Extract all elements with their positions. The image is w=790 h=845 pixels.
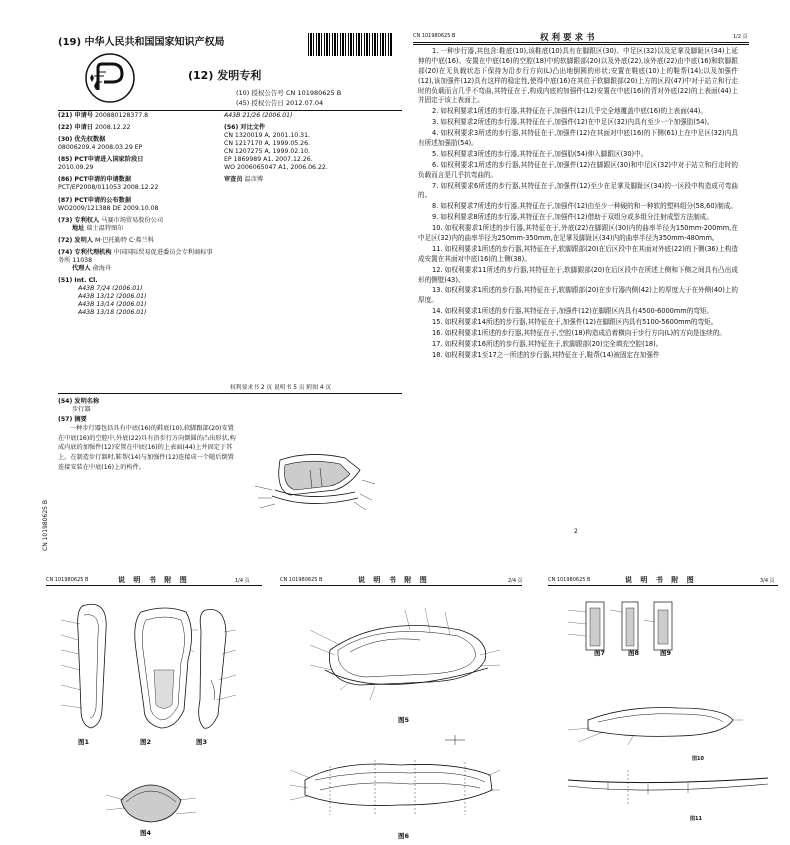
claim: 10. 如权利要求1所述的步行器,其特征在于,外底(22)在脚跟区(30)内的曲率半径为150mm-200mm,在中足区(32)内的曲率半径为250mm-350mm,在足掌及脚趾区(34)内的曲率半径为350mm-480mm。 <box>418 224 738 243</box>
field-value: 2008.12.22 <box>94 124 131 132</box>
refs-label: (56) 对比文件 <box>224 124 266 132</box>
claim: 12. 如权利要求11所述的步行器,其特征在于,软脚跟部(20)在后区段中在所述上侧和下侧之间具有凸出成形的侧壁(43)。 <box>418 265 738 284</box>
int-cl-item: A43B 13/14 (2006.01) <box>78 301 147 309</box>
drawing3-doc-number: CN 101980625 B <box>548 577 591 583</box>
divider <box>413 44 749 45</box>
claim: 8. 如权利要求7所述的步行器,其特征在于,加强件(12)由至少一种硬的和一种软的塑料组分(58,60)制成。 <box>432 202 737 211</box>
int-cl-label: (51) Int. Cl. <box>58 277 98 284</box>
field-label: 代理人 <box>72 264 91 272</box>
field-value: 俞海舟 <box>92 264 112 272</box>
claim: 14. 如权利要求1所述的步行器,其特征在于,加强件(12)在脚跟区内具有4500-6000mm的弯矩。 <box>432 307 714 316</box>
claim: 2. 如权利要求1所述的步行器,其特征在于,加强件(12)几乎完全地覆盖中底(16)的上表面(44)。 <box>432 107 707 116</box>
fig-label: 图3 <box>196 738 208 746</box>
ref-item: WO 2006065047 A1, 2006.06.22. <box>224 164 328 172</box>
claim: 16. 如权利要求1所述的步行器,其特征在于,空腔(18)构造成沿着横向于步行方向(L)的方向是连续的。 <box>432 329 726 338</box>
int-cl-item: A43B 13/12 (2006.01) <box>78 293 147 301</box>
drawing1-page: 1/4 页 <box>235 578 250 584</box>
sipo-logo-icon <box>84 52 136 104</box>
front-figure <box>250 450 380 520</box>
abstract-text: 一种步行器包括具有中底(16)的鞋底(10),软脚跟部(20)安置在中底(16)的空腔中,外底(22)具有沿步行方向倒圆的凸出形状,构成内底的加强件(12)安置在中底(16)的上表面(44)上并固定于其上。在制造步行器时,鞋帮(14)与加强件(12)连接成一个随后倒置连接安装在中底(16)上的构件。 <box>58 425 236 471</box>
field-label: (74) 专利代理机构 <box>58 248 112 256</box>
drawing1-title: 说 明 书 附 图 <box>118 576 190 584</box>
field-value: 瑞士温特图尔 <box>86 224 124 232</box>
divider <box>58 393 402 394</box>
fig-label: 图8 <box>628 649 640 657</box>
divider <box>58 110 402 111</box>
drawing3-title: 说 明 书 附 图 <box>625 576 697 584</box>
ref-item: CN 1217170 A, 1999.05.26. <box>224 140 310 148</box>
field-label: (73) 专利权人 <box>58 216 100 224</box>
drawing2-page: 2/4 页 <box>508 578 523 584</box>
field-value: 马赛市场贸易股份公司 <box>101 216 164 224</box>
int-cl-item: A43B 7/24 (2006.01) <box>78 285 143 293</box>
fig-label: 图9 <box>660 649 672 657</box>
divider <box>280 585 522 586</box>
claims-title: 权利要求书 <box>540 33 598 43</box>
field-value: WO2009/121388 DE 2009.10.08 <box>58 204 159 212</box>
publication-info <box>236 88 341 109</box>
doc-type: (12) 发明专利 <box>188 69 262 82</box>
field-label: (72) 发明人 <box>58 236 93 244</box>
field-label: (22) 申请日 <box>58 124 93 132</box>
fig-label: 图11 <box>690 816 702 822</box>
divider <box>548 585 778 586</box>
field-value: M·巴托勒特 C·弗兰科 <box>94 236 154 244</box>
drawing-sheet-3 <box>548 590 778 840</box>
field-label: (85) PCT申请进入国家阶段日 <box>58 156 144 164</box>
pub-number: (10) 授权公告号 CN 101980625 B <box>236 89 342 97</box>
field-label: 地址 <box>72 224 85 232</box>
classification: A43B 21/26 (2006.01) <box>224 112 293 119</box>
claim: 1. 一种步行器,其包含:鞋底(10),该鞋底(10)具有在脚跟区(30)、中足区(32)以及足掌及脚趾区(34)上延伸的中底(16)、安置在中底(16)的空腔(18)中的软脚跟部(20)以及外底(22),该外底(22)由中底(16)和软脚跟部(20)在无负载状态下保持为沿步行方向(L)凸出地倒圆的形状;安置在鞋底(10)上的鞋帮(14);以及加强件(12),该加强件(12)具有这样的稳定性,使得中底(16)在其位于软脚跟部(20)上方的区段(47)中对于站立和行走时的负载而言几乎不弯曲,其特征在于,构成内底的加强件(12)安置在中底(16)的背对外底(22)的上表面(44)上并固定于该上表面上。 <box>418 47 738 105</box>
title-label: (54) 发明名称 <box>58 398 100 405</box>
barcode <box>308 33 392 56</box>
ref-item: EP 1869989 A1, 2007.12.26. <box>224 156 313 164</box>
field-label: (86) PCT申请的申请数据 <box>58 176 132 184</box>
claim: 17. 如权利要求16所述的步行器,其特征在于,软脚跟部(20)完全填充空腔(18)。 <box>432 339 663 348</box>
claim: 15. 如权利要求14所述的步行器,其特征在于,加强件(12)在脚跟区内具有5100-5600mm的弯矩。 <box>432 318 718 327</box>
pages-note: 权利要求书 2 页 说明书 5 页 附图 4 页 <box>230 385 332 391</box>
claim: 7. 如权利要求6所述的步行器,其特征在于,加强件(12)至少在足掌及脚趾区(34)的一区段中构造成可弯曲的。 <box>418 181 738 200</box>
ref-item: CN 1207275 A, 1999.02.10. <box>224 148 310 156</box>
examiner-name: 温彦博 <box>244 176 264 184</box>
fig-label: 图4 <box>140 829 152 837</box>
fig-label: 图6 <box>398 832 410 840</box>
divider <box>46 585 262 586</box>
claim: 3. 如权利要求2所述的步行器,其特征在于,加强件(12)在中足区(32)内具有至少一个加强肋(54)。 <box>432 118 714 127</box>
int-cl-item: A43B 13/18 (2006.01) <box>78 309 147 317</box>
divider <box>413 42 749 43</box>
pub-date: (45) 授权公告日 2012.07.04 <box>236 99 324 108</box>
field-value: 2010.09.29 <box>58 164 94 172</box>
drawing3-page: 3/4 页 <box>760 578 775 584</box>
office-header: (19) 中华人民共和国国家知识产权局 <box>58 37 225 48</box>
claim: 5. 如权利要求3所述的步行器,其特征在于,加强肋(54)伸入脚跟区(30)中。 <box>432 149 648 158</box>
field-label: (87) PCT申请的公布数据 <box>58 196 132 204</box>
field-label: (21) 申请号 <box>58 112 93 119</box>
fig-label: 图2 <box>140 738 152 746</box>
invention-title: 步行器 <box>72 406 91 414</box>
field-label: (30) 优先权数据 <box>58 136 106 144</box>
claim: 18. 如权利要求1至17之一所述的步行器,其特征在于,鞋帮(14)被固定在加强件 <box>432 350 660 359</box>
examiner-label: 审查员 <box>224 176 243 184</box>
claim: 9. 如权利要求8所述的步行器,其特征在于,加强件(12)借助于双组分或多组分注射成型方法制成。 <box>432 213 713 222</box>
field-value: PCT/EP2008/011053 2008.12.22 <box>58 184 159 192</box>
claim: 13. 如权利要求1所述的步行器,其特征在于,软脚跟部(20)在步行器内侧(42)上的厚度大于在外侧(40)上的厚度。 <box>418 286 738 305</box>
fig-label: 图7 <box>594 649 606 657</box>
claim: 11. 如权利要求1所述的步行器,其特征在于,软脚跟部(20)在后区段中在其面对外底(22)的下侧(36)上构造成安置在其面对中底(16)的上侧(38)。 <box>418 244 738 263</box>
drawing1-doc-number: CN 101980625 B <box>46 577 89 583</box>
claims-list <box>418 47 738 362</box>
field-value: 200880128377.8 <box>94 112 149 119</box>
claims-page-number: 2 <box>574 528 578 535</box>
field-value: 08006209.4 2008.03.29 EP <box>58 144 143 152</box>
field-value: 中国国际贸易促进委员会专利商标事务所 11038 <box>58 248 213 264</box>
drawing-sheet-1 <box>46 590 262 840</box>
fig-label: 图5 <box>398 716 410 724</box>
claims-page-indicator: 1/2 页 <box>733 34 748 40</box>
drawing2-title: 说 明 书 附 图 <box>358 576 430 584</box>
claim: 6. 如权利要求1所述的步行器,其特征在于,加强件(12)在脚跟区(30)和中足区(32)中对于站立和行走时的负载而言是几乎抗弯曲的。 <box>418 160 738 179</box>
claim: 4. 如权利要求3所述的步行器,其特征在于,加强件(12)在其面对中底(16)的下侧(61)上在中足区(32)内具有所述加强肋(54)。 <box>418 129 738 148</box>
claims-doc-number: CN 101980625 B <box>413 33 456 39</box>
ref-item: CN 1320019 A, 2001.10.31. <box>224 132 310 140</box>
side-doc-number: CN 101980625 B <box>42 500 49 551</box>
drawing2-doc-number: CN 101980625 B <box>280 577 323 583</box>
fig-label: 图1 <box>78 738 90 746</box>
fig-label: 图10 <box>692 756 704 762</box>
abstract-label: (57) 摘要 <box>58 416 87 424</box>
references-block <box>224 112 400 185</box>
